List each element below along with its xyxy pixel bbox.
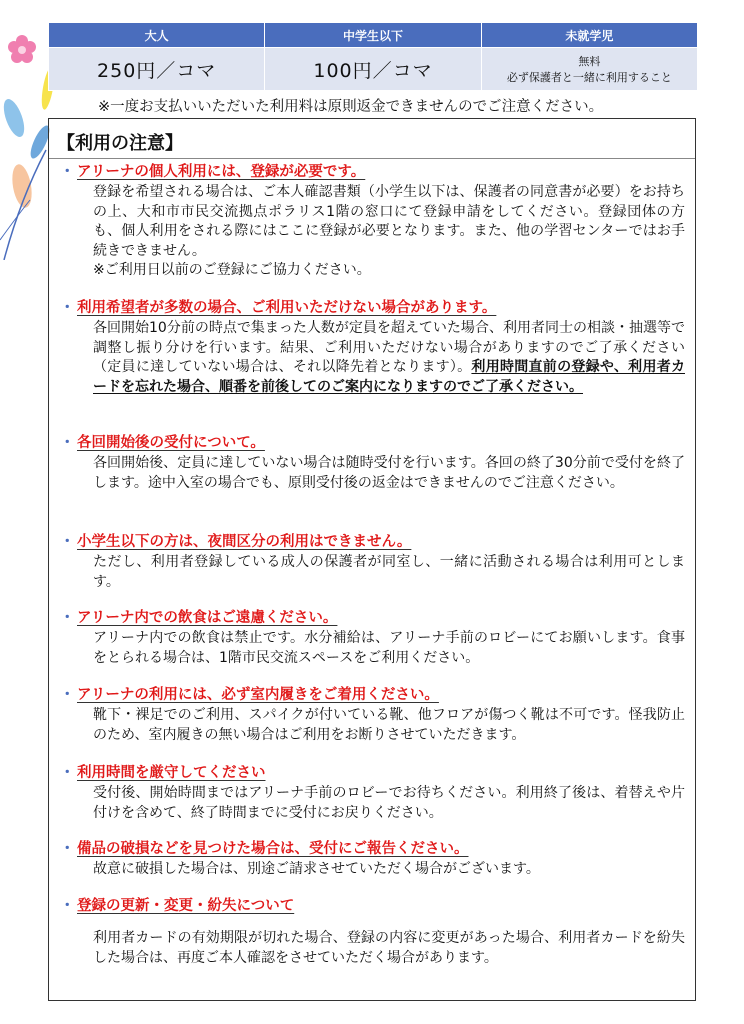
bullet-icon: ・ [60,164,75,180]
note-body: 受付後、開始時間まではアリーナ手前のロビーでお待ちください。利用終了後は、着替えや片付けを含めて、終了時間までに受付にお戻りください。 [93,785,685,821]
header-preschool: 未就学児 [481,23,697,48]
note-heading-text: 各回開始後の受付について。 [77,435,265,451]
bullet-icon: ・ [60,765,75,781]
notes-title: 【利用の注意】 [57,133,183,154]
note-body: 靴下・裸足でのご利用、スパイクが付いている靴、他フロアが傷つく靴は不可です。怪我防止のため、室内履きの無い場合はご利用をお断りさせていただきます。 [93,707,685,743]
note-body: アリーナ内での飲食は禁止です。水分補給は、アリーナ手前のロビーにてお願いします。食事をとられる場合は、1階市民交流スペースをご利用ください。 [93,630,685,666]
note-indoor-shoes [49,684,695,745]
divider [49,158,695,159]
adult-price-cell [49,48,265,91]
flower-icon [8,35,36,63]
bullet-icon: ・ [60,610,75,626]
header-child: 中学生以下 [265,23,481,48]
fee-table [48,22,698,91]
note-heading-text: 利用希望者が多数の場合、ご利用いただけない場合があります。 [77,300,497,316]
fee-table-header-row [49,23,698,48]
note-capacity [49,297,695,397]
note-registration-update [49,895,695,968]
bullet-icon: ・ [60,300,75,316]
note-heading [49,684,695,706]
child-price-cell [265,48,481,91]
usage-notes-box [48,118,696,1001]
note-time [49,762,695,823]
bullet-icon: ・ [60,898,75,914]
note-children-night [49,531,695,592]
note-heading [49,838,695,860]
note-heading-text: アリーナ内での飲食はご遠慮ください。 [77,610,338,626]
note-body-text: 登録を希望される場合は、ご本人確認書類（小学生以下は、保護者の同意書が必要）をお持ちの上、大和市市民交流拠点ポラリス1階の窓口にて登録申請をしてください。登録団体の方も、個人利用をされる際にはここに登録が必要となります。また、他の学習センターではお手続きできません。 [93,184,685,259]
note-body: 各回開始後、定員に達していない場合は随時受付を行います。各回の終了30分前で受付を終了します。途中入室の場合でも、原則受付後の返金はできませんのでご注意ください。 [93,455,685,491]
note-body-text: 各回開始10分前の時点で集まった人数が定員を超えていた場合、利用者同士の相談・抽選等で調整し振り分けを行います。結果、ご利用いただけない場合がありますのでご了承ください（定員に達していない場合は、それ以降先着となります）。 [93,320,685,375]
note-heading-text: 備品の破損などを見つけた場合は、受付にご報告ください。 [77,841,469,857]
note-heading-text: 小学生以下の方は、夜間区分の利用はできません。 [77,534,412,550]
note-heading [49,895,695,917]
child-price: 100円／コマ [313,59,433,82]
bullet-icon: ・ [60,534,75,550]
refund-note: ※一度お支払いいただいた利用料は原則返金できませんのでご注意ください。 [98,99,604,115]
note-late-entry [49,432,695,493]
note-body [93,319,685,397]
note-heading [49,297,695,319]
note-heading [49,432,695,454]
note-heading-text: アリーナの個人利用には、登録が必要です。 [77,164,366,180]
header-adult: 大人 [49,23,265,48]
adult-price: 250円／コマ [97,59,217,82]
note-damage [49,838,695,880]
note-heading-text: 利用時間を厳守してください [77,765,266,781]
note-body-remark: ※ご利用日以前のご登録にご協力ください。 [93,262,371,278]
note-heading [49,531,695,553]
note-body: ただし、利用者登録している成人の保護者が同室し、一緒に活動される場合は利用可とします。 [93,554,685,590]
note-heading-text: アリーナの利用には、必ず室内履きをご着用ください。 [77,687,439,703]
bullet-icon: ・ [60,435,75,451]
note-heading [49,161,695,183]
note-heading-text: 登録の更新・変更・紛失について [77,898,295,914]
note-body [93,183,685,281]
note-heading [49,607,695,629]
bullet-icon: ・ [60,687,75,703]
note-registration [49,161,695,281]
note-body: 利用者カードの有効期限が切れた場合、登録の内容に変更があった場合、利用者カードを紛失した場合は、再度ご本人確認をさせていただく場合があります。 [93,930,685,966]
preschool-free: 無料 [578,55,601,68]
preschool-price-cell [481,48,697,91]
fee-table-row [49,48,698,91]
note-no-food [49,607,695,668]
note-body-emphasis: 利用時間直前の登録や、利用者カードを忘れた場合、順番を前後してのご案内になりますのでご了承ください。 [93,359,685,395]
bullet-icon: ・ [60,841,75,857]
note-body: 故意に破損した場合は、別途ご請求させていただく場合がございます。 [93,861,540,877]
preschool-condition: 必ず保護者と一緒に利用すること [506,71,672,84]
note-heading [49,762,695,784]
